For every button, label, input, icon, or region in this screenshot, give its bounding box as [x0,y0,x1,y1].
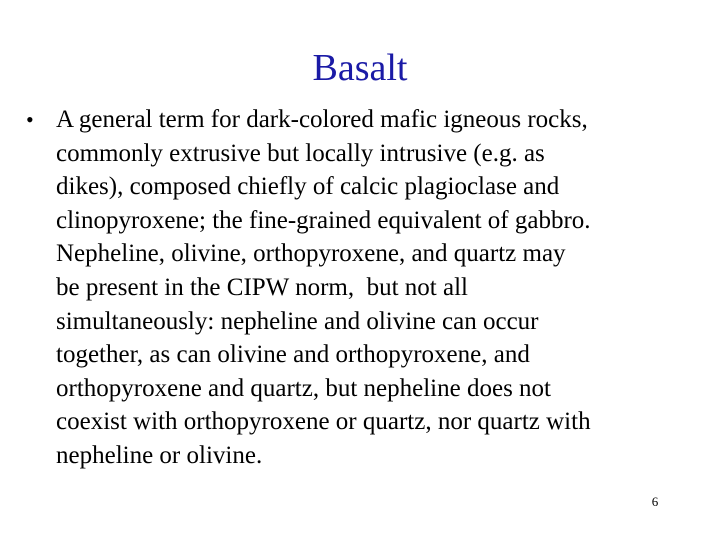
bullet-line: clinopyroxene; the fine-grained equivalent of gabbro. [56,206,591,234]
bullet-line: nepheline or olivine. [56,441,263,469]
bullet-line: dikes), composed chiefly of calcic plagioclase and [56,173,560,201]
bullet-item [26,103,706,473]
bullet-line: A general term for dark-colored mafic igneous rocks, [56,106,588,133]
bullet-line: orthopyroxene and quartz, but nepheline does not [56,374,551,402]
bullet-line: be present in the CIPW norm, but not all [56,273,468,301]
bullet-line: commonly extrusive but locally intrusive (e.g. as [56,139,545,167]
bullet-line: together, as can olivine and orthopyroxene, and [56,341,530,369]
slide-title: Basalt [312,47,408,89]
bullet-text [56,103,706,473]
bullet-line: Nepheline, olivine, orthopyroxene, and quartz may [56,240,566,268]
bullet-line: coexist with orthopyroxene or quartz, nor quartz with [56,408,591,436]
bullet-list [26,103,706,473]
bullet-marker: • [26,107,34,132]
page-number: 6 [651,494,659,509]
bullet-line: simultaneously: nepheline and olivine can occur [56,307,539,335]
